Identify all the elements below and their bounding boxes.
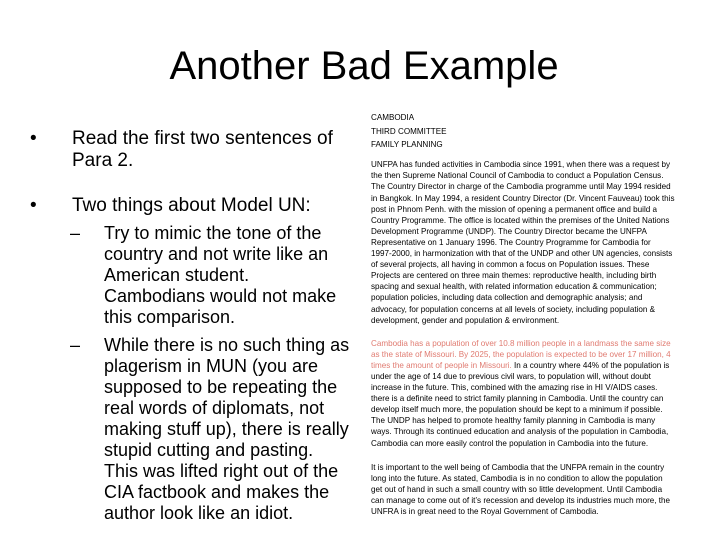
doc-header-committee: THIRD COMMITTEE xyxy=(371,126,447,136)
highlighted-copied-text: times the amount of people in Missouri. xyxy=(371,360,512,370)
doc-line: Cambodia can more easily control the population in Cambodia into the future. xyxy=(371,438,649,448)
doc-line: UNFPA has funded activities in Cambodia since 1991, when there was a request by xyxy=(371,160,671,170)
doc-line-rest: In a country where 44% of the population is xyxy=(511,360,670,370)
doc-line: advocacy, for population concerns at all levels of society, including population & xyxy=(371,304,656,314)
doc-line: develop itself much more, the population should be kept to a minimum if possible. xyxy=(371,405,663,415)
bullet-text-line: Two things about Model UN: xyxy=(72,195,311,216)
sub-bullet-line: While there is no such thing as xyxy=(104,335,350,355)
sub-bullet-line: country and not write like an xyxy=(104,244,329,264)
sub-bullet-line: Try to mimic the tone of the xyxy=(104,223,322,243)
doc-line: under the age of 14 due to previous civil wars, to population will, without doubt xyxy=(371,371,651,381)
doc-line: Projects are centered on three main themes: reproductive health, including birth xyxy=(371,271,657,281)
doc-line: of several projects, all having in common a focus on Population issues. These xyxy=(371,260,650,270)
dash-icon: – xyxy=(70,223,81,243)
doc-line: post in Phnom Penh. with the mission of opening a permanent office and build a xyxy=(371,204,658,214)
doc-line: long into the future. As stated, Cambodia is in no condition to allow the population xyxy=(371,473,663,483)
doc-line: Representative on 1 January 1996. The Country Programme for Cambodia for xyxy=(371,237,651,247)
highlighted-copied-text: as the state of Missouri. By 2025, the population is expected to be over 17 million, 4 xyxy=(371,349,671,359)
doc-line: 1997-2000, in harmonization with that of the UNDP and other UN agencies, consists xyxy=(371,249,673,259)
sub-bullet-line: This was lifted right out of the xyxy=(104,461,339,481)
bullet-item-model-un xyxy=(28,195,358,217)
doc-paragraph-2 xyxy=(371,338,711,449)
doc-line: population policies, including data collection and demographic analysis; and xyxy=(371,293,643,303)
doc-paragraph-1 xyxy=(371,159,711,325)
sub-bullet-line: real words of diplomats, not xyxy=(104,398,325,418)
sub-bullet-line: stupid cutting and pasting. xyxy=(104,440,314,460)
sub-bullet-line: author look like an idiot. xyxy=(104,503,294,523)
doc-line: increase in the future. This, combined with the amazing rise in HI V/AIDS cases. xyxy=(371,383,658,393)
sub-bullet-tone xyxy=(28,223,358,328)
doc-header-country: CAMBODIA xyxy=(371,113,415,122)
sub-bullet-line: American student. xyxy=(104,265,250,285)
doc-line: The Country Director in charge of the Cambodia programme until May 1994 resided xyxy=(371,182,671,192)
doc-paragraph-3 xyxy=(371,462,711,517)
doc-line xyxy=(371,360,711,371)
sub-bullet-plagiarism xyxy=(28,335,358,524)
slide-title: Another Bad Example xyxy=(169,44,559,88)
bullet-dot-icon: • xyxy=(30,128,37,149)
bullet-text-line: Read the first two sentences of xyxy=(72,128,333,149)
bullet-item-read-sentences xyxy=(28,128,358,172)
doc-line: The UNDP has helped to promote healthy family planning in Cambodia is many xyxy=(371,416,656,426)
sub-bullet-line: Cambodians would not make xyxy=(104,286,337,306)
doc-line: Country Programme. The office is located within the premises of the United Nations xyxy=(371,215,670,225)
doc-line: can manage to come out of it’s recession and develop its industries much more, the xyxy=(371,495,671,505)
highlighted-copied-text: Cambodia has a population of over 10.8 million people in a landmass the same size xyxy=(371,338,671,348)
position-paper-excerpt xyxy=(371,112,711,517)
doc-line: the then Supreme National Council of Cambodia to conduct a Population Census. xyxy=(371,171,664,181)
sub-bullet-line: this comparison. xyxy=(104,307,236,327)
sub-bullet-line: plagerism in MUN (you are xyxy=(104,356,319,376)
sub-bullet-line: CIA factbook and makes the xyxy=(104,482,330,502)
doc-header-topic: FAMILY PLANNING xyxy=(371,140,443,150)
sub-bullet-line: making stuff up), there is really xyxy=(104,419,349,439)
dash-icon: – xyxy=(70,335,81,355)
doc-line: get out of hand in such a small country with so little development. Until Cambodia xyxy=(371,484,663,494)
doc-line: Development Programme (UNDP). The Country Director became the UNFPA xyxy=(371,226,647,236)
doc-line: It is important to the well being of Cambodia that the UNFPA remain in the country xyxy=(371,462,665,472)
bullet-dot-icon: • xyxy=(30,195,37,216)
bullet-text-line: Para 2. xyxy=(72,150,134,171)
sub-bullet-line: supposed to be repeating the xyxy=(104,377,338,397)
doc-line: in Bangkok. In May 1994, a resident Country Director (Dr. Vincent Fauveau) took this xyxy=(371,193,675,203)
doc-line: there is a definite need to strict family planning in Cambodia. Until the country can xyxy=(371,394,664,404)
doc-line: spacing and sexual health, with related information education & communication; xyxy=(371,282,657,292)
bullet-list xyxy=(28,128,358,524)
doc-line: ways. Through its continued education and analysis of the population in Cambodia, xyxy=(371,427,669,437)
doc-line: UNFRA is in great need to the Royal Government of Cambodia. xyxy=(371,507,599,516)
doc-line: development, gender and population & environment. xyxy=(371,315,560,325)
